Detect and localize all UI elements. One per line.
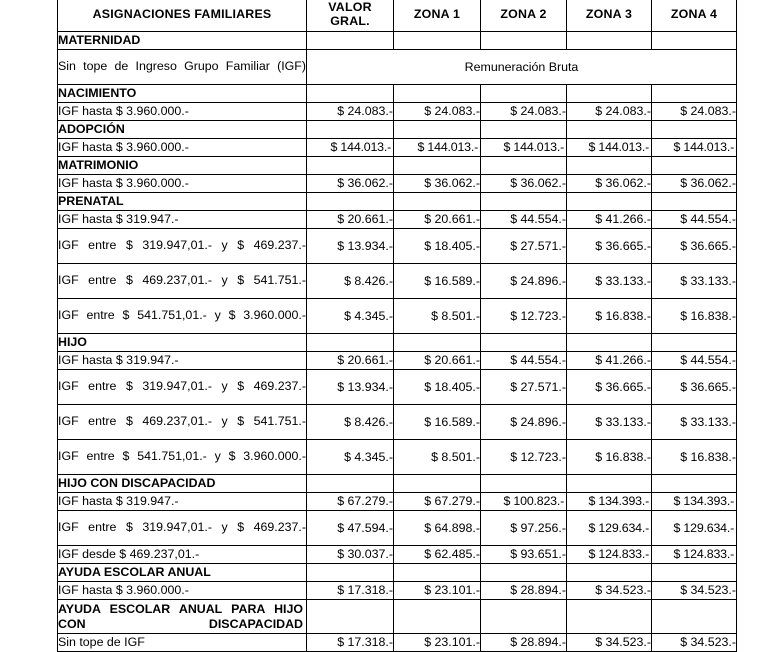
value-zona-4: $ 16.838.- (652, 299, 737, 334)
value-valor-gral: $ 47.594.- (307, 511, 394, 546)
empty-cell (567, 564, 652, 582)
value-zona-1: $ 64.898.- (394, 511, 481, 546)
value-zona-1: $ 8.501.- (394, 299, 481, 334)
section-title: HIJO (58, 334, 307, 352)
table-row (58, 264, 737, 299)
empty-cell (567, 475, 652, 493)
empty-cell (394, 564, 481, 582)
value-zona-4: $ 36.665.- (652, 229, 737, 264)
value-valor-gral: $ 13.934.- (307, 229, 394, 264)
empty-cell (481, 600, 567, 634)
row-concept: IGF entre $ 469.237,01.- y $ 541.751.- (58, 405, 307, 440)
value-zona-4: $ 44.554.- (652, 352, 737, 370)
value-valor-gral: $ 4.345.- (307, 299, 394, 334)
merged-note-cell: Remuneración Bruta (307, 50, 737, 85)
value-zona-2: $ 12.723.- (481, 440, 567, 475)
empty-cell (481, 85, 567, 103)
empty-cell (652, 334, 737, 352)
value-zona-2: $ 144.013.- (481, 139, 567, 157)
empty-cell (307, 600, 394, 634)
table-row (58, 634, 737, 652)
value-zona-4: $ 34.523.- (652, 582, 737, 600)
row-concept: IGF hasta $ 3.960.000.- (58, 139, 307, 157)
row-concept: IGF hasta $ 3.960.000.- (58, 175, 307, 193)
table-header-row (58, 0, 737, 32)
value-zona-1: $ 8.501.- (394, 440, 481, 475)
row-concept: IGF hasta $ 319.947.- (58, 211, 307, 229)
row-concept: IGF entre $ 319.947,01.- y $ 469.237.- (58, 229, 307, 264)
section-title-row (58, 32, 737, 50)
empty-cell (394, 193, 481, 211)
value-zona-1: $ 16.589.- (394, 405, 481, 440)
table-row (58, 229, 737, 264)
section-title-row (58, 334, 737, 352)
row-concept: IGF hasta $ 319.947.- (58, 352, 307, 370)
section-title: PRENATAL (58, 193, 307, 211)
table-wrapper (57, 0, 736, 652)
empty-cell (394, 475, 481, 493)
row-concept: IGF hasta $ 3.960.000.- (58, 582, 307, 600)
asignaciones-familiares-table (57, 0, 737, 652)
value-zona-4: $ 144.013.- (652, 139, 737, 157)
section-title-row (58, 564, 737, 582)
value-valor-gral: $ 24.083.- (307, 103, 394, 121)
empty-cell (394, 85, 481, 103)
column-header-valor-gral-line1: VALOR (328, 0, 372, 14)
table-header (58, 0, 737, 32)
table-row (58, 211, 737, 229)
value-zona-2: $ 12.723.- (481, 299, 567, 334)
value-zona-4: $ 36.062.- (652, 175, 737, 193)
empty-cell (307, 334, 394, 352)
value-valor-gral: $ 144.013.- (307, 139, 394, 157)
value-zona-3: $ 34.523.- (567, 634, 652, 652)
value-zona-1: $ 20.661.- (394, 352, 481, 370)
value-zona-4: $ 16.838.- (652, 440, 737, 475)
value-zona-2: $ 24.083.- (481, 103, 567, 121)
value-zona-1: $ 24.083.- (394, 103, 481, 121)
row-concept: IGF entre $ 319.947,01.- y $ 469.237.- (58, 511, 307, 546)
empty-cell (394, 334, 481, 352)
section-title: MATERNIDAD (58, 32, 307, 50)
empty-cell (567, 32, 652, 50)
value-zona-2: $ 27.571.- (481, 370, 567, 405)
table-row (58, 139, 737, 157)
empty-cell (567, 600, 652, 634)
value-valor-gral: $ 20.661.- (307, 211, 394, 229)
section-title-row (58, 85, 737, 103)
value-zona-3: $ 16.838.- (567, 440, 652, 475)
table-row (58, 299, 737, 334)
value-zona-3: $ 41.266.- (567, 352, 652, 370)
empty-cell (307, 157, 394, 175)
value-valor-gral: $ 36.062.- (307, 175, 394, 193)
empty-cell (652, 193, 737, 211)
section-title: AYUDA ESCOLAR ANUAL PARA HIJO CON DISCAPACIDAD (58, 600, 307, 634)
empty-cell (567, 334, 652, 352)
value-zona-3: $ 41.266.- (567, 211, 652, 229)
row-concept: IGF desde $ 469.237,01.- (58, 546, 307, 564)
value-valor-gral: $ 17.318.- (307, 582, 394, 600)
table-body (58, 32, 737, 652)
section-title-row (58, 475, 737, 493)
table-row (58, 546, 737, 564)
row-concept: IGF entre $ 541.751,01.- y $ 3.960.000.- (58, 440, 307, 475)
column-header-valor-gral (307, 0, 394, 32)
section-title: MATRIMONIO (58, 157, 307, 175)
column-header-zona-2: ZONA 2 (481, 0, 567, 32)
value-zona-4: $ 134.393.- (652, 493, 737, 511)
value-zona-4: $ 129.634.- (652, 511, 737, 546)
value-zona-4: $ 33.133.- (652, 405, 737, 440)
empty-cell (567, 157, 652, 175)
value-zona-1: $ 36.062.- (394, 175, 481, 193)
value-zona-2: $ 27.571.- (481, 229, 567, 264)
value-zona-1: $ 144.013.- (394, 139, 481, 157)
value-zona-3: $ 33.133.- (567, 405, 652, 440)
empty-cell (567, 193, 652, 211)
value-zona-2: $ 100.823.- (481, 493, 567, 511)
value-zona-3: $ 16.838.- (567, 299, 652, 334)
section-title: ADOPCIÓN (58, 121, 307, 139)
table-row (58, 103, 737, 121)
section-title-row (58, 193, 737, 211)
value-valor-gral: $ 8.426.- (307, 405, 394, 440)
table-row (58, 352, 737, 370)
column-header-zona-3: ZONA 3 (567, 0, 652, 32)
value-valor-gral: $ 4.345.- (307, 440, 394, 475)
value-zona-3: $ 36.665.- (567, 370, 652, 405)
row-concept: IGF entre $ 319.947,01.- y $ 469.237.- (58, 370, 307, 405)
value-zona-4: $ 44.554.- (652, 211, 737, 229)
value-valor-gral: $ 20.661.- (307, 352, 394, 370)
section-title-row (58, 600, 737, 634)
empty-cell (652, 564, 737, 582)
empty-cell (652, 32, 737, 50)
row-concept: Sin tope de Ingreso Grupo Familiar (IGF) (58, 50, 307, 85)
value-zona-2: $ 97.256.- (481, 511, 567, 546)
section-title-row (58, 157, 737, 175)
empty-cell (307, 475, 394, 493)
empty-cell (652, 600, 737, 634)
empty-cell (567, 121, 652, 139)
value-zona-4: $ 124.833.- (652, 546, 737, 564)
table-row (58, 440, 737, 475)
value-valor-gral: $ 67.279.- (307, 493, 394, 511)
value-zona-3: $ 36.062.- (567, 175, 652, 193)
empty-cell (481, 32, 567, 50)
value-zona-3: $ 33.133.- (567, 264, 652, 299)
value-valor-gral: $ 17.318.- (307, 634, 394, 652)
value-zona-1: $ 67.279.- (394, 493, 481, 511)
value-zona-2: $ 44.554.- (481, 352, 567, 370)
empty-cell (394, 600, 481, 634)
table-row (58, 50, 737, 85)
value-zona-4: $ 34.523.- (652, 634, 737, 652)
value-zona-3: $ 24.083.- (567, 103, 652, 121)
empty-cell (481, 564, 567, 582)
value-zona-2: $ 28.894.- (481, 634, 567, 652)
table-row (58, 582, 737, 600)
empty-cell (481, 475, 567, 493)
empty-cell (307, 564, 394, 582)
empty-cell (652, 157, 737, 175)
empty-cell (394, 157, 481, 175)
value-zona-4: $ 36.665.- (652, 370, 737, 405)
table-row (58, 405, 737, 440)
value-valor-gral: $ 8.426.- (307, 264, 394, 299)
row-concept: IGF hasta $ 3.960.000.- (58, 103, 307, 121)
section-title: NACIMIENTO (58, 85, 307, 103)
value-zona-2: $ 28.894.- (481, 582, 567, 600)
empty-cell (394, 32, 481, 50)
table-row (58, 511, 737, 546)
table-row (58, 370, 737, 405)
value-zona-3: $ 124.833.- (567, 546, 652, 564)
value-zona-3: $ 36.665.- (567, 229, 652, 264)
column-header-valor-gral-line2: GRAL. (330, 13, 370, 28)
value-zona-2: $ 24.896.- (481, 405, 567, 440)
value-zona-4: $ 24.083.- (652, 103, 737, 121)
value-zona-2: $ 36.062.- (481, 175, 567, 193)
empty-cell (307, 193, 394, 211)
empty-cell (481, 157, 567, 175)
value-zona-1: $ 62.485.- (394, 546, 481, 564)
empty-cell (394, 121, 481, 139)
table-row (58, 175, 737, 193)
value-zona-1: $ 18.405.- (394, 370, 481, 405)
empty-cell (307, 121, 394, 139)
section-title: AYUDA ESCOLAR ANUAL (58, 564, 307, 582)
empty-cell (652, 475, 737, 493)
value-valor-gral: $ 13.934.- (307, 370, 394, 405)
row-concept: Sin tope de IGF (58, 634, 307, 652)
value-zona-1: $ 23.101.- (394, 634, 481, 652)
value-zona-1: $ 16.589.- (394, 264, 481, 299)
value-valor-gral: $ 30.037.- (307, 546, 394, 564)
column-header-concept: ASIGNACIONES FAMILIARES (58, 0, 307, 32)
empty-cell (567, 85, 652, 103)
value-zona-2: $ 24.896.- (481, 264, 567, 299)
empty-cell (481, 334, 567, 352)
value-zona-2: $ 93.651.- (481, 546, 567, 564)
row-concept: IGF entre $ 541.751,01.- y $ 3.960.000.- (58, 299, 307, 334)
column-header-zona-1: ZONA 1 (394, 0, 481, 32)
row-concept: IGF entre $ 469.237,01.- y $ 541.751.- (58, 264, 307, 299)
empty-cell (652, 121, 737, 139)
column-header-zona-4: ZONA 4 (652, 0, 737, 32)
empty-cell (481, 193, 567, 211)
value-zona-1: $ 18.405.- (394, 229, 481, 264)
value-zona-4: $ 33.133.- (652, 264, 737, 299)
value-zona-3: $ 34.523.- (567, 582, 652, 600)
value-zona-3: $ 144.013.- (567, 139, 652, 157)
section-title: HIJO CON DISCAPACIDAD (58, 475, 307, 493)
empty-cell (652, 85, 737, 103)
value-zona-3: $ 134.393.- (567, 493, 652, 511)
value-zona-1: $ 23.101.- (394, 582, 481, 600)
value-zona-3: $ 129.634.- (567, 511, 652, 546)
value-zona-1: $ 20.661.- (394, 211, 481, 229)
value-zona-2: $ 44.554.- (481, 211, 567, 229)
empty-cell (307, 85, 394, 103)
section-title-row (58, 121, 737, 139)
empty-cell (481, 121, 567, 139)
row-concept: IGF hasta $ 319.947.- (58, 493, 307, 511)
table-row (58, 493, 737, 511)
empty-cell (307, 32, 394, 50)
